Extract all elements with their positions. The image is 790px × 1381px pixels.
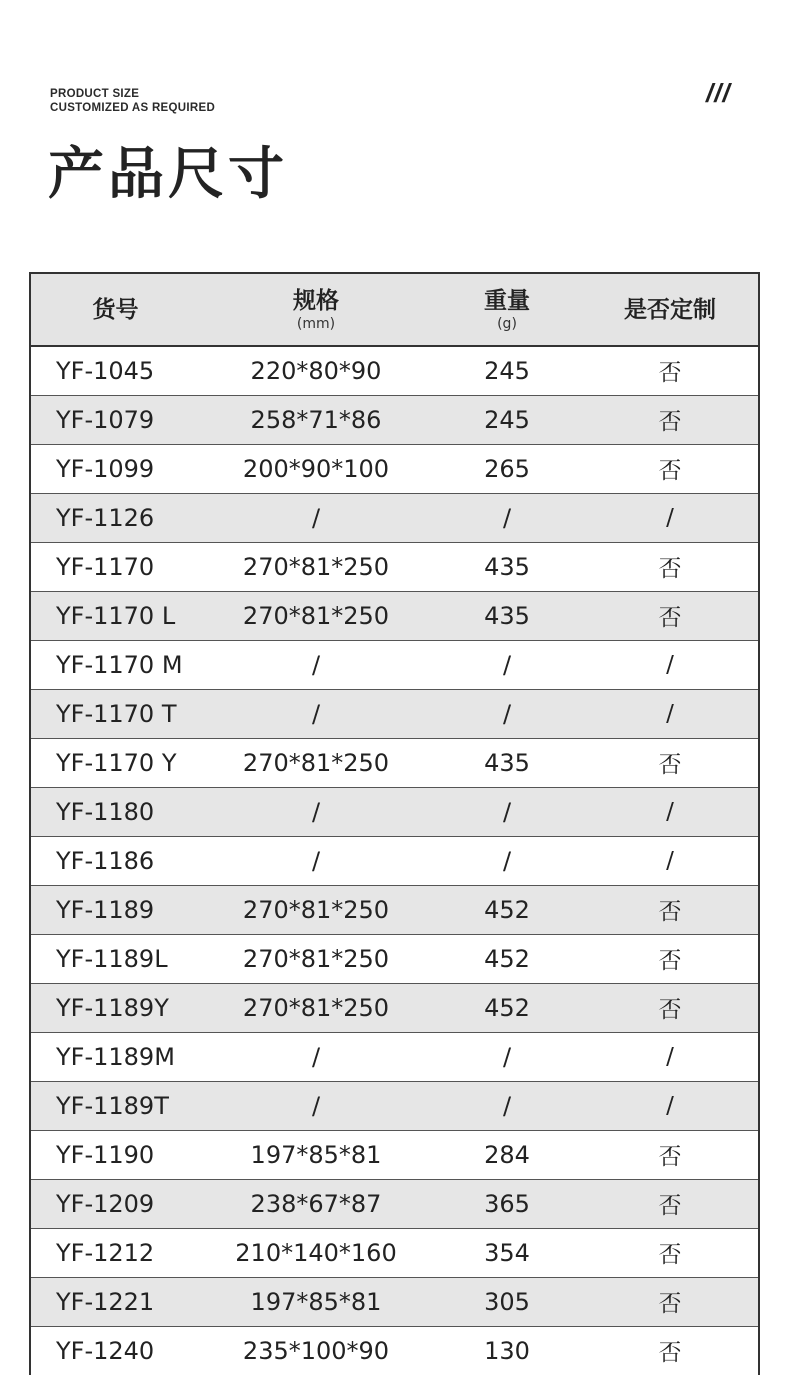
cell-item-no: YF-1212 [30,1228,200,1277]
table-row [30,395,759,444]
cell-size: / [200,1032,432,1081]
table-row [30,1032,759,1081]
cell-customizable: 否 [582,983,759,1032]
cell-item-no: YF-1180 [30,787,200,836]
cell-size: 258*71*86 [200,395,432,444]
cell-weight: / [432,689,582,738]
column-header-customizable [582,273,759,346]
cell-size: 270*81*250 [200,983,432,1032]
cell-size: / [200,787,432,836]
column-unit: (mm) [296,315,336,332]
page-title: 产品尺寸 [48,142,288,207]
cell-size: / [200,493,432,542]
section-eyebrow [50,87,215,115]
cell-size: / [200,1081,432,1130]
cell-item-no: YF-1079 [30,395,200,444]
decorative-slashes: /// [706,78,731,108]
table-row [30,1081,759,1130]
cell-weight: 245 [432,346,582,395]
cell-customizable: 否 [582,1228,759,1277]
cell-customizable: 否 [582,934,759,983]
eyebrow-line-1: PRODUCT SIZE [50,88,140,100]
cell-weight: 452 [432,885,582,934]
table-row [30,346,759,395]
cell-size: 197*85*81 [200,1277,432,1326]
table-row [30,1277,759,1326]
cell-size: 270*81*250 [200,738,432,787]
cell-item-no: YF-1099 [30,444,200,493]
cell-item-no: YF-1189 [30,885,200,934]
cell-item-no: YF-1170 M [30,640,200,689]
cell-customizable: 否 [582,1277,759,1326]
cell-size: / [200,689,432,738]
table-row [30,444,759,493]
table-row [30,640,759,689]
column-header-item-no [30,273,200,346]
cell-weight: / [432,493,582,542]
cell-weight: 265 [432,444,582,493]
cell-customizable: 否 [582,1179,759,1228]
cell-item-no: YF-1190 [30,1130,200,1179]
cell-customizable: 否 [582,738,759,787]
cell-weight: 284 [432,1130,582,1179]
cell-item-no: YF-1045 [30,346,200,395]
cell-size: 210*140*160 [200,1228,432,1277]
cell-item-no: YF-1240 [30,1326,200,1375]
cell-item-no: YF-1170 Y [30,738,200,787]
cell-size: / [200,836,432,885]
cell-size: 197*85*81 [200,1130,432,1179]
cell-weight: 452 [432,983,582,1032]
cell-weight: / [432,1081,582,1130]
table-body [30,346,759,1375]
cell-customizable: 否 [582,542,759,591]
cell-size: / [200,640,432,689]
cell-customizable: / [582,1032,759,1081]
table-row [30,689,759,738]
table-header-row [30,273,759,346]
cell-customizable: 否 [582,591,759,640]
table-row [30,934,759,983]
table-row [30,542,759,591]
cell-size: 220*80*90 [200,346,432,395]
table-row [30,1130,759,1179]
eyebrow-line-2: CUSTOMIZED AS REQUIRED [50,102,216,114]
cell-weight: 305 [432,1277,582,1326]
column-header-weight [432,273,582,346]
cell-customizable: 否 [582,1326,759,1375]
cell-customizable: / [582,689,759,738]
cell-weight: 435 [432,738,582,787]
cell-weight: 435 [432,542,582,591]
cell-weight: / [432,787,582,836]
cell-item-no: YF-1186 [30,836,200,885]
cell-weight: 130 [432,1326,582,1375]
cell-size: 270*81*250 [200,591,432,640]
cell-weight: 354 [432,1228,582,1277]
cell-customizable: / [582,787,759,836]
table-row [30,1228,759,1277]
cell-customizable: / [582,493,759,542]
table-row [30,591,759,640]
cell-size: 270*81*250 [200,542,432,591]
cell-item-no: YF-1189T [30,1081,200,1130]
cell-size: 270*81*250 [200,934,432,983]
table-row [30,885,759,934]
cell-item-no: YF-1189L [30,934,200,983]
table-row [30,836,759,885]
cell-item-no: YF-1170 T [30,689,200,738]
cell-customizable: 否 [582,444,759,493]
cell-size: 235*100*90 [200,1326,432,1375]
product-size-table [29,272,760,1375]
cell-size: 238*67*87 [200,1179,432,1228]
cell-item-no: YF-1170 [30,542,200,591]
column-header-spec [200,273,432,346]
cell-customizable: 否 [582,395,759,444]
cell-customizable: / [582,640,759,689]
column-label: 重量 [484,287,530,314]
table-row [30,1179,759,1228]
cell-size: 270*81*250 [200,885,432,934]
cell-item-no: YF-1170 L [30,591,200,640]
table-row [30,493,759,542]
cell-customizable: 否 [582,1130,759,1179]
table-row [30,787,759,836]
column-label: 规格 [293,287,339,314]
cell-weight: / [432,640,582,689]
cell-weight: 245 [432,395,582,444]
cell-weight: 435 [432,591,582,640]
column-label: 是否定制 [624,296,716,323]
cell-weight: 452 [432,934,582,983]
column-unit: (g) [497,315,517,332]
cell-item-no: YF-1209 [30,1179,200,1228]
cell-weight: / [432,836,582,885]
column-label: 货号 [92,296,139,323]
cell-customizable: / [582,836,759,885]
cell-customizable: 否 [582,885,759,934]
table-row [30,1326,759,1375]
cell-item-no: YF-1189Y [30,983,200,1032]
cell-customizable: 否 [582,346,759,395]
cell-weight: / [432,1032,582,1081]
cell-size: 200*90*100 [200,444,432,493]
cell-item-no: YF-1189M [30,1032,200,1081]
cell-weight: 365 [432,1179,582,1228]
table-row [30,983,759,1032]
cell-item-no: YF-1221 [30,1277,200,1326]
cell-customizable: / [582,1081,759,1130]
cell-item-no: YF-1126 [30,493,200,542]
table-row [30,738,759,787]
